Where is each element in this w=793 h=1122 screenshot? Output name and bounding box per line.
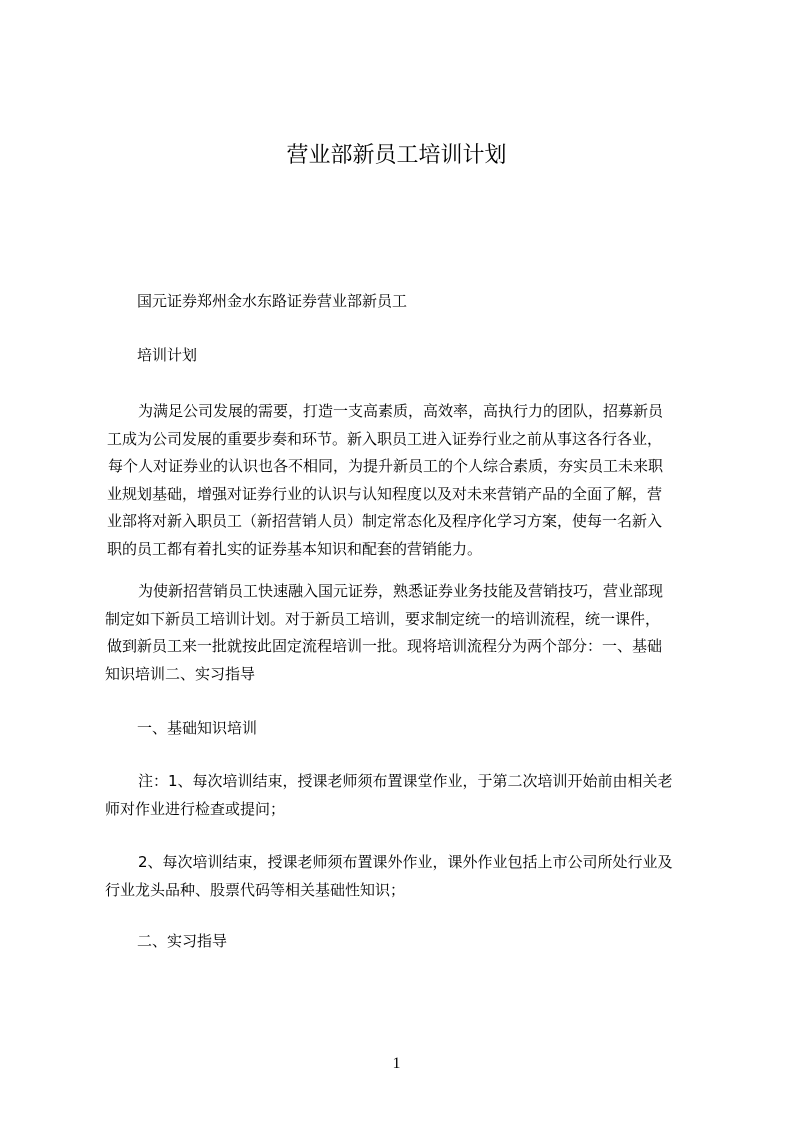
paragraph-line: 做到新员工来一批就按此固定流程培训一批。现将培训流程分为两个部分：一、基础 — [107, 637, 663, 655]
note-paragraph-2 — [105, 849, 705, 904]
paragraph-line: 工成为公司发展的重要步奏和环节。新入职员工进入证券行业之前从事这各行各业， — [107, 429, 663, 448]
subtitle-line-2: 培训计划 — [137, 346, 198, 364]
document-title: 营业部新员工培训计划 — [286, 143, 507, 168]
paragraph-line: 师对作业进行检查或提问； — [105, 799, 286, 818]
paragraph-line: 为使新招营销员工快速融入国元证券，熟悉证券业务技能及营销技巧，营业部现 — [138, 582, 664, 600]
page-number: 1 — [392, 1055, 401, 1072]
paragraph-line: 2、每次培训结束，授课老师须布置课外作业，课外作业包括上市公司所处行业及 — [138, 853, 673, 871]
paragraph-line: 制定如下新员工培训计划。对于新员工培训，要求制定统一的培训流程，统一课件， — [105, 609, 661, 628]
section-heading-internship: 二、实习指导 — [137, 932, 228, 950]
paragraph-line: 知识培训二、实习指导 — [105, 664, 256, 683]
paragraph-line: 注：1、每次培训结束，授课老师须布置课堂作业，于第二次培训开始前由相关老 — [138, 772, 673, 790]
note-paragraph-1 — [105, 768, 705, 823]
paragraph-line: 业部将对新入职员工（新招营销人员）制定常态化及程序化学习方案，使每一名新入 — [107, 512, 663, 530]
subtitle-line-1: 国元证券郑州金水东路证券营业部新员工 — [137, 292, 408, 310]
paragraph-intro — [105, 398, 705, 563]
paragraph-line: 业规划基础，增强对证券行业的认识与认知程度以及对未来营销产品的全面了解，营 — [107, 484, 663, 503]
paragraph-plan — [105, 578, 705, 688]
paragraph-line: 每个人对证券业的认识也各不相同，为提升新员工的个人综合素质，夯实员工未来职 — [108, 457, 664, 475]
paragraph-line: 行业龙头品种、股票代码等相关基础性知识； — [105, 880, 406, 899]
paragraph-line: 职的员工都有着扎实的证券基本知识和配套的营销能力。 — [107, 539, 483, 558]
paragraph-line: 为满足公司发展的需要，打造一支高素质，高效率，高执行力的团队，招募新员 — [138, 402, 664, 420]
section-heading-basic-training: 一、基础知识培训 — [137, 719, 258, 737]
